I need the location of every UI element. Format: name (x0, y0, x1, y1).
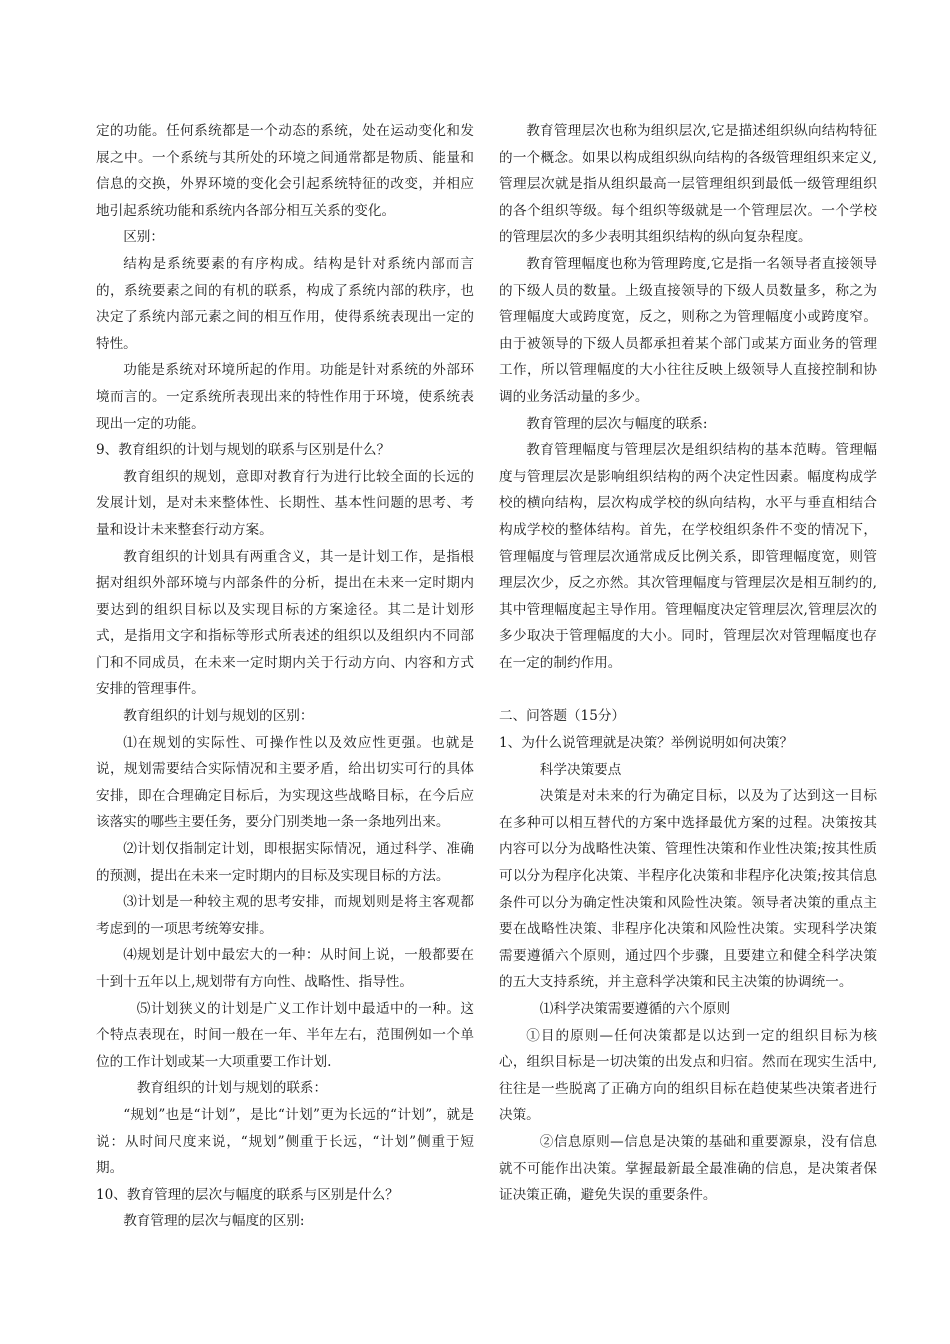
left-column (96, 118, 474, 1235)
paragraph: ⑸计划狭义的计划是广义工作计划中最适中的一种。这个特点表现在，时间一般在一年、半年左右，范围例如一个单位的工作计划或某一大项重要工作计划. (96, 1000, 474, 1070)
paragraph: 1、为什么说管理就是决策？举例说明如何决策？ (499, 735, 794, 752)
paragraph: ⑴在规划的实际性、可操作性以及效应性更强。也就是说，规划需要结合实际情况和主要矛盾，给出切实可行的具体安排，即在合理确定目标后，为实现这些战略目标，在今后应该落实的哪些主要任务，要分门别类地一条一条地列出来。 (96, 734, 474, 831)
paragraph: ⑴科学决策需要遵循的六个原则 (539, 1001, 731, 1017)
paragraph: 教育管理幅度与管理层次是组织结构的基本范畴。管理幅度与管理层次是影响组织结构的两个决定性因素。幅度构成学校的横向结构，层次构成学校的纵向结构，水平与垂直相结合构成学校的整体结构。首先，在学校组织条件不变的情况下，管理幅度与管理层次通常成反比例关系，即管理幅度宽，则管理层次少，反之亦然。其次管理幅度与管理层次是相互制约的,其中管理幅度起主导作用。管理幅度决定管理层次,管理层次的多少取决于管理幅度的大小。同时，管理层次对管理幅度也存在一定的制约作用。 (499, 442, 877, 671)
right-column (499, 118, 877, 1209)
paragraph: ⑵计划仅指制定计划，即根据实际情况，通过科学、准确的预测，提出在未来一定时期内的目标及实现目标的方法。 (96, 841, 474, 884)
paragraph: 教育组织的计划与规划的联系： (136, 1080, 328, 1097)
paragraph: ②信息原则—信息是决策的基础和重要源泉，没有信息就不可能作出决策。掌握最新最全最准确的信息，是决策者保证决策正确，避免失误的重要条件。 (499, 1133, 877, 1204)
paragraph: 决策是对未来的行为确定目标，以及为了达到这一目标在多种可以相互替代的方案中选择最优方案的过程。决策按其内容可以分为战略性决策、管理性决策和作业性决策;按其性质可以分为程序化决策、半程序化决策和非程序化决策;按其信息条件可以分为确定性决策和风险性决策。领导者决策的重点主要在战略性决策、非程序化决策和风险性决策。实现科学决策需要遵循六个原则，通过四个步骤，且要建立和健全科学决策的五大支持系统，并主意科学决策和民主决策的协调统一。 (499, 788, 877, 991)
spacer (499, 676, 877, 703)
paragraph: 教育管理的层次与幅度的区别: (123, 1213, 305, 1230)
paragraph: 教育组织的计划具有两重含义，其一是计划工作，是指根据对组织外部环境与内部条件的分析，提出在未来一定时期内要达到的组织目标以及实现目标的方案途径。其二是计划形式，是指用文字和指标等形式所表述的组织以及组织内不同部门和不同成员，在未来一定时期内关于行动方向、内容和方式安排的管理事件。 (96, 548, 474, 698)
paragraph: 区别： (123, 229, 164, 246)
paragraph: 定的功能。任何系统都是一个动态的系统，处在运动变化和发展之中。一个系统与其所处的环境之间通常都是物质、能量和信息的交换，外界环境的变化会引起系统特征的改变，并相应地引起系统功能和系统内各部分相互关系的变化。 (96, 123, 474, 219)
paragraph: ⑷规划是计划中最宏大的一种：从时间上说，一般都要在十到十五年以上,规划带有方向性、战略性、指导性。 (96, 947, 474, 990)
paragraph: 结构是系统要素的有序构成。结构是针对系统内部而言的，系统要素之间的有机的联系，构成了系统内部的秩序，也决定了系统内部元素之间的相互作用，使得系统表现出一定的特性。 (96, 255, 474, 352)
paragraph: 二、问答题（15分） (499, 708, 626, 725)
paragraph: “规划”也是“计划”，是比“计划”更为长远的“计划”，就是说：从时间尺度来说，“规划”侧重于长远，“计划”侧重于短期。 (96, 1106, 474, 1177)
paragraph: 10、教育管理的层次与幅度的联系与区别是什么？ (96, 1186, 399, 1203)
paragraph: 9、教育组织的计划与规划的联系与区别是什么？ (96, 442, 391, 459)
paragraph: 教育组织的规划，意即对教育行为进行比较全面的长远的发展计划，是对未来整体性、长期性、基本性问题的思考、考量和设计未来整套行动方案。 (96, 468, 474, 538)
paragraph: 教育组织的计划与规划的区别： (123, 708, 314, 725)
paragraph: ①目的原则—任何决策都是以达到一定的组织目标为核心，组织目标是一切决策的出发点和归宿。然而在现实生活中,往往是一些脱离了正确方向的组织目标在趋使某些决策者进行决策。 (499, 1027, 877, 1124)
paragraph: 教育管理的层次与幅度的联系: (526, 415, 708, 432)
paragraph: 教育管理层次也称为组织层次,它是描述组织纵向结构特征的一个概念。如果以构成组织纵向结构的各级管理组织来定义,管理层次就是指从组织最高一层管理组织到最低一级管理组织的各个组织等级。每个组织等级就是一个管理层次。一个学校的管理层次的多少表明其组织结构的纵向复杂程度。 (499, 123, 877, 246)
paragraph: ⑶计划是一种较主观的思考安排，而规划则是将主客观都考虑到的一项思考统筹安排。 (96, 894, 474, 937)
paragraph: 教育管理幅度也称为管理跨度,它是指一名领导者直接领导的下级人员的数量。上级直接领导的下级人员数量多，称之为管理幅度大或跨度宽，反之，则称之为管理幅度小或跨度窄。由于被领导的下级人员都承担着某个部门或某方面业务的管理工作，所以管理幅度的大小往往反映上级领导人直接控制和协调的业务活动量的多少。 (499, 255, 877, 405)
paragraph: 功能是系统对环境所起的作用。功能是针对系统的外部环境而言的。一定系统所表现出来的特性作用于环境，使系统表现出一定的功能。 (96, 362, 474, 432)
paragraph: 科学决策要点 (539, 761, 622, 778)
